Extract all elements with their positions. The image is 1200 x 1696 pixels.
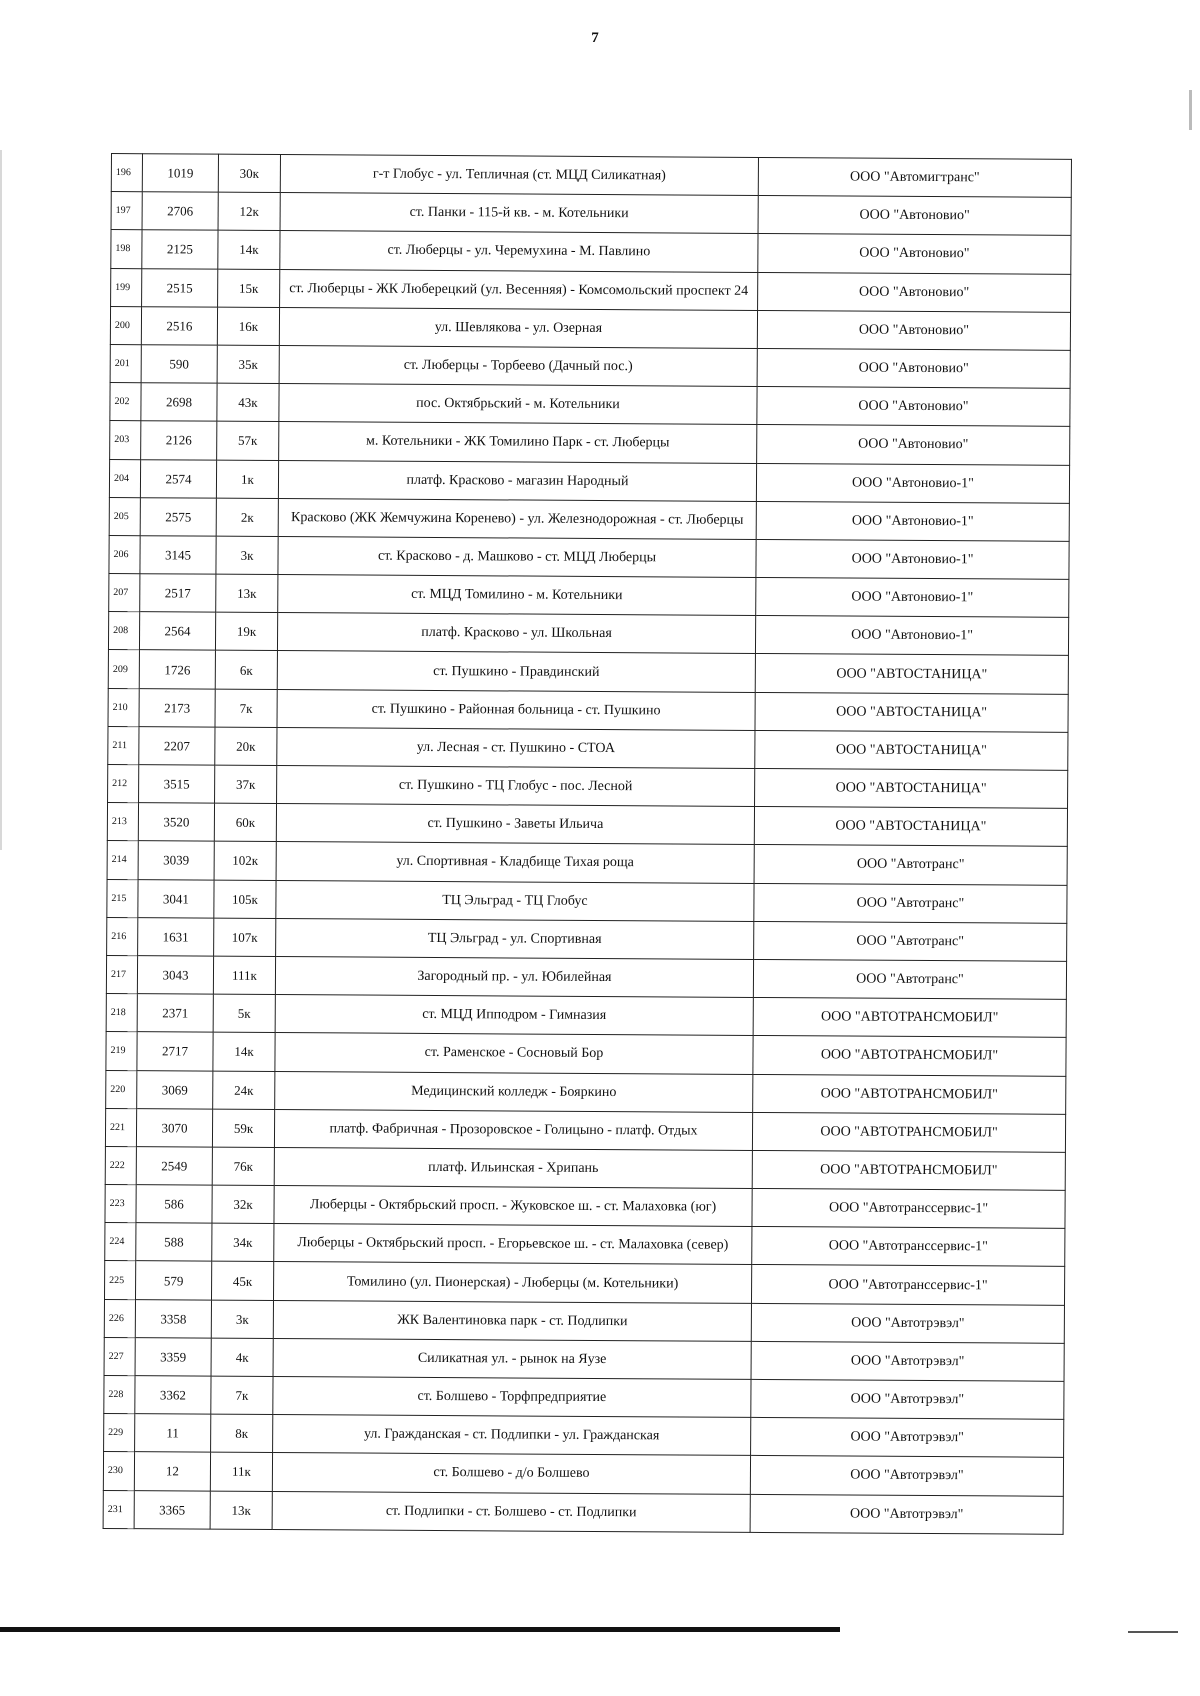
- row-index-cell: 219: [106, 1032, 137, 1070]
- row-index-cell: 220: [106, 1070, 137, 1108]
- route-name-cell: Силикатная ул. - рынок на Яузе: [273, 1338, 751, 1379]
- row-index-cell: 203: [110, 421, 141, 459]
- row-index-cell: 214: [107, 841, 138, 879]
- row-index-cell: 212: [108, 764, 139, 802]
- registration-number-cell: 3039: [138, 841, 214, 880]
- carrier-cell: ООО "Автотрэвэл": [751, 1379, 1064, 1419]
- row-index-cell: 198: [111, 230, 142, 268]
- table-row: [103, 1490, 1063, 1534]
- route-number-cell: 13к: [216, 574, 278, 613]
- routes-table-container: [103, 153, 1071, 1535]
- route-number-cell: 111к: [213, 956, 275, 995]
- route-number-cell: 15к: [218, 269, 280, 308]
- registration-number-cell: 590: [141, 345, 217, 384]
- table-row: [106, 1070, 1066, 1114]
- registration-number-cell: 3520: [138, 803, 214, 842]
- carrier-cell: ООО "Автоновио-1": [756, 578, 1069, 618]
- route-number-cell: 37к: [215, 765, 277, 804]
- registration-number-cell: 2126: [141, 421, 217, 460]
- route-name-cell: г-т Глобус - ул. Тепличная (ст. МЦД Силикатная): [280, 155, 758, 196]
- carrier-cell: ООО "АВТОТРАНСМОБИЛ": [753, 998, 1066, 1038]
- registration-number-cell: 2706: [142, 192, 218, 231]
- route-number-cell: 105к: [214, 880, 276, 919]
- route-number-cell: 35к: [217, 345, 279, 384]
- registration-number-cell: 1631: [138, 917, 214, 956]
- row-index-cell: 231: [103, 1490, 134, 1528]
- row-index-cell: 230: [103, 1452, 134, 1490]
- registration-number-cell: 588: [136, 1223, 212, 1262]
- table-row: [105, 1223, 1065, 1267]
- table-row: [109, 535, 1069, 579]
- carrier-cell: ООО "АВТОСТАНИЦА": [755, 730, 1068, 770]
- table-row: [106, 994, 1066, 1038]
- row-index-cell: 224: [105, 1223, 136, 1261]
- registration-number-cell: 3145: [140, 536, 216, 575]
- table-row: [104, 1299, 1064, 1343]
- route-name-cell: Люберцы - Октябрьский просп. - Жуковское ш. - ст. Малаховка (юг): [274, 1186, 752, 1227]
- route-number-cell: 14к: [218, 231, 280, 270]
- table-row: [108, 764, 1068, 808]
- route-name-cell: ул. Лесная - ст. Пушкино - СТОА: [277, 727, 755, 768]
- table-row: [109, 459, 1069, 503]
- route-number-cell: 59к: [212, 1109, 274, 1148]
- row-index-cell: 226: [104, 1299, 135, 1337]
- route-name-cell: ст. МЦД Томилино - м. Котельники: [278, 575, 756, 616]
- carrier-cell: ООО "АВТОТРАНСМОБИЛ": [752, 1150, 1065, 1190]
- route-number-cell: 4к: [211, 1338, 273, 1377]
- registration-number-cell: 2549: [136, 1147, 212, 1186]
- routes-table: [103, 153, 1072, 1535]
- row-index-cell: 197: [111, 192, 142, 230]
- table-row: [110, 421, 1070, 465]
- carrier-cell: ООО "Автотранссервис-1": [752, 1188, 1065, 1228]
- route-number-cell: 24к: [213, 1071, 275, 1110]
- route-name-cell: ТЦ Эльград - ТЦ Глобус: [276, 880, 754, 921]
- scan-edge-artifact: [1189, 90, 1192, 130]
- route-number-cell: 30к: [218, 154, 280, 193]
- registration-number-cell: 11: [135, 1414, 211, 1453]
- registration-number-cell: 3358: [135, 1299, 211, 1338]
- table-row: [107, 803, 1067, 847]
- table-row: [108, 688, 1068, 732]
- row-index-cell: 213: [107, 803, 138, 841]
- row-index-cell: 208: [108, 612, 139, 650]
- carrier-cell: ООО "Автотранс": [754, 883, 1067, 923]
- registration-number-cell: 1726: [139, 650, 215, 689]
- table-row: [108, 650, 1068, 694]
- registration-number-cell: 3359: [135, 1337, 211, 1376]
- route-name-cell: ст. Пушкино - Правдинский: [277, 651, 755, 692]
- route-number-cell: 7к: [215, 689, 277, 728]
- row-index-cell: 201: [110, 344, 141, 382]
- route-number-cell: 107к: [214, 918, 276, 957]
- row-index-cell: 225: [104, 1261, 135, 1299]
- row-index-cell: 205: [109, 497, 140, 535]
- registration-number-cell: 2173: [139, 688, 215, 727]
- route-number-cell: 13к: [210, 1491, 272, 1530]
- table-row: [110, 383, 1070, 427]
- table-row: [107, 879, 1067, 923]
- row-index-cell: 210: [108, 688, 139, 726]
- table-row: [104, 1337, 1064, 1381]
- row-index-cell: 200: [110, 306, 141, 344]
- table-row: [105, 1108, 1065, 1152]
- table-row: [110, 344, 1070, 388]
- registration-number-cell: 3362: [135, 1376, 211, 1415]
- route-name-cell: платф. Красково - магазин Народный: [278, 460, 756, 501]
- route-name-cell: Томилино (ул. Пионерская) - Люберцы (м. Котельники): [273, 1262, 751, 1303]
- carrier-cell: ООО "Автоновио-1": [755, 616, 1068, 656]
- route-name-cell: ЖК Валентиновка парк - ст. Подлипки: [273, 1300, 751, 1341]
- row-index-cell: 209: [108, 650, 139, 688]
- row-index-cell: 202: [110, 383, 141, 421]
- route-number-cell: 2к: [216, 498, 278, 537]
- carrier-cell: ООО "Автоновио-1": [756, 463, 1069, 503]
- carrier-cell: ООО "Автотранс": [754, 921, 1067, 961]
- registration-number-cell: 3069: [137, 1070, 213, 1109]
- route-name-cell: ст. МЦД Ипподром - Гимназия: [275, 995, 753, 1036]
- route-name-cell: ул. Шевлякова - ул. Озерная: [279, 307, 757, 348]
- table-row: [109, 497, 1069, 541]
- registration-number-cell: 2564: [139, 612, 215, 651]
- carrier-cell: ООО "Автоновио-1": [756, 501, 1069, 541]
- table-row: [111, 154, 1071, 198]
- registration-number-cell: 2517: [140, 574, 216, 613]
- table-row: [106, 1032, 1066, 1076]
- route-name-cell: ст. Пушкино - Районная больница - ст. Пушкино: [277, 689, 755, 730]
- registration-number-cell: 586: [136, 1185, 212, 1224]
- route-number-cell: 32к: [212, 1185, 274, 1224]
- row-index-cell: 228: [104, 1375, 135, 1413]
- route-name-cell: Медицинский колледж - Бояркино: [275, 1071, 753, 1112]
- carrier-cell: ООО "Автотрэвэл": [751, 1303, 1064, 1343]
- table-row: [105, 1185, 1065, 1229]
- registration-number-cell: 2125: [142, 230, 218, 269]
- route-number-cell: 5к: [213, 994, 275, 1033]
- row-index-cell: 218: [106, 994, 137, 1032]
- row-index-cell: 204: [109, 459, 140, 497]
- registration-number-cell: 3365: [134, 1490, 210, 1529]
- carrier-cell: ООО "АВТОТРАНСМОБИЛ": [752, 1112, 1065, 1152]
- registration-number-cell: 2717: [137, 1032, 213, 1071]
- route-number-cell: 1к: [216, 460, 278, 499]
- registration-number-cell: 579: [135, 1261, 211, 1300]
- row-index-cell: 211: [108, 726, 139, 764]
- carrier-cell: ООО "Автотранс": [754, 845, 1067, 885]
- route-number-cell: 76к: [212, 1147, 274, 1186]
- carrier-cell: ООО "Автоновио": [758, 272, 1071, 312]
- registration-number-cell: 3070: [136, 1108, 212, 1147]
- route-number-cell: 19к: [215, 612, 277, 651]
- registration-number-cell: 2574: [140, 459, 216, 498]
- carrier-cell: ООО "Автоновио": [757, 387, 1070, 427]
- route-name-cell: пос. Октябрьский - м. Котельники: [279, 384, 757, 425]
- table-row: [108, 612, 1068, 656]
- carrier-cell: ООО "Автоновио": [757, 348, 1070, 388]
- table-row: [104, 1414, 1064, 1458]
- route-name-cell: ул. Гражданская - ст. Подлипки - ул. Гражданская: [273, 1415, 751, 1456]
- table-row: [108, 726, 1068, 770]
- registration-number-cell: 12: [134, 1452, 210, 1491]
- table-row: [107, 841, 1067, 885]
- carrier-cell: ООО "АВТОСТАНИЦА": [754, 807, 1067, 847]
- carrier-cell: ООО "Автотранссервис-1": [751, 1265, 1064, 1305]
- route-name-cell: ст. Панки - 115-й кв. - м. Котельники: [280, 193, 758, 234]
- scan-bottom-edge: [0, 1627, 840, 1632]
- route-name-cell: ст. Пушкино - Заветы Ильича: [276, 804, 754, 845]
- route-name-cell: Загородный пр. - ул. Юбилейная: [275, 956, 753, 997]
- carrier-cell: ООО "АВТОСТАНИЦА": [755, 768, 1068, 808]
- route-name-cell: м. Котельники - ЖК Томилино Парк - ст. Люберцы: [279, 422, 757, 463]
- route-name-cell: ст. Раменское - Сосновый Бор: [275, 1033, 753, 1074]
- carrier-cell: ООО "Автотрэвэл": [751, 1341, 1064, 1381]
- carrier-cell: ООО "Автотрэвэл": [751, 1418, 1064, 1458]
- carrier-cell: ООО "АВТОТРАНСМОБИЛ": [753, 1036, 1066, 1076]
- route-name-cell: ТЦ Эльград - ул. Спортивная: [276, 918, 754, 959]
- route-number-cell: 45к: [211, 1262, 273, 1301]
- route-name-cell: платф. Фабричная - Прозоровское - Голицыно - платф. Отдых: [274, 1109, 752, 1150]
- table-row: [111, 192, 1071, 236]
- registration-number-cell: 1019: [142, 154, 218, 193]
- routes-table-body: [103, 154, 1071, 1535]
- carrier-cell: ООО "Автоновио": [758, 196, 1071, 236]
- page-number: 7: [591, 30, 599, 46]
- carrier-cell: ООО "Автотранс": [753, 959, 1066, 999]
- row-index-cell: 221: [105, 1108, 136, 1146]
- route-name-cell: платф. Красково - ул. Школьная: [277, 613, 755, 654]
- carrier-cell: ООО "Автоновио-1": [756, 539, 1069, 579]
- registration-number-cell: 2515: [142, 268, 218, 307]
- route-number-cell: 11к: [210, 1453, 272, 1492]
- route-name-cell: ст. Пушкино - ТЦ Глобус - пос. Лесной: [277, 766, 755, 807]
- route-name-cell: ст. Люберцы - Торбеево (Дачный пос.): [279, 345, 757, 386]
- row-index-cell: 217: [106, 955, 137, 993]
- route-number-cell: 16к: [217, 307, 279, 346]
- table-row: [104, 1375, 1064, 1419]
- route-number-cell: 12к: [218, 192, 280, 231]
- table-row: [105, 1146, 1065, 1190]
- route-number-cell: 20к: [215, 727, 277, 766]
- route-name-cell: ст. Болшево - Торфпредприятие: [273, 1377, 751, 1418]
- registration-number-cell: 2516: [141, 306, 217, 345]
- scan-bottom-edge: [1128, 1631, 1178, 1633]
- route-name-cell: ст. Люберцы - ул. Черемухина - М. Павлино: [280, 231, 758, 272]
- registration-number-cell: 2207: [139, 726, 215, 765]
- route-name-cell: платф. Ильинская - Хрипань: [274, 1147, 752, 1188]
- row-index-cell: 206: [109, 535, 140, 573]
- route-name-cell: ст. Люберцы - ЖК Люберецкий (ул. Весенняя) - Комсомольский проспект 24: [280, 269, 758, 310]
- carrier-cell: ООО "Автотрэвэл": [750, 1456, 1063, 1496]
- registration-number-cell: 3041: [138, 879, 214, 918]
- row-index-cell: 223: [105, 1185, 136, 1223]
- route-name-cell: Красково (ЖК Жемчужина Коренево) - ул. Железнодорожная - ст. Люберцы: [278, 498, 756, 539]
- row-index-cell: 222: [105, 1146, 136, 1184]
- table-row: [107, 917, 1067, 961]
- carrier-cell: ООО "Автомигтранс": [758, 157, 1071, 197]
- registration-number-cell: 2575: [140, 497, 216, 536]
- carrier-cell: ООО "АВТОСТАНИЦА": [755, 654, 1068, 694]
- table-row: [110, 306, 1070, 350]
- route-number-cell: 60к: [214, 803, 276, 842]
- table-row: [111, 230, 1071, 274]
- registration-number-cell: 2698: [141, 383, 217, 422]
- route-name-cell: ст. Болшево - д/о Болшево: [272, 1453, 750, 1494]
- carrier-cell: ООО "Автотранссервис-1": [752, 1227, 1065, 1267]
- scan-edge-artifact: [0, 150, 2, 850]
- route-number-cell: 7к: [211, 1376, 273, 1415]
- route-number-cell: 14к: [213, 1032, 275, 1071]
- registration-number-cell: 2371: [137, 994, 213, 1033]
- route-name-cell: ст. Красково - д. Машково - ст. МЦД Люберцы: [278, 536, 756, 577]
- row-index-cell: 199: [111, 268, 142, 306]
- carrier-cell: ООО "АВТОТРАНСМОБИЛ": [753, 1074, 1066, 1114]
- row-index-cell: 216: [107, 917, 138, 955]
- carrier-cell: ООО "Автоновио": [758, 234, 1071, 274]
- carrier-cell: ООО "Автоновио": [757, 425, 1070, 465]
- route-number-cell: 34к: [212, 1223, 274, 1262]
- route-name-cell: Люберцы - Октябрьский просп. - Егорьевское ш. - ст. Малаховка (север): [274, 1224, 752, 1265]
- row-index-cell: 215: [107, 879, 138, 917]
- route-number-cell: 3к: [211, 1300, 273, 1339]
- route-number-cell: 43к: [217, 383, 279, 422]
- route-number-cell: 102к: [214, 842, 276, 881]
- carrier-cell: ООО "АВТОСТАНИЦА": [755, 692, 1068, 732]
- registration-number-cell: 3515: [139, 765, 215, 804]
- carrier-cell: ООО "Автотрэвэл": [750, 1494, 1063, 1534]
- row-index-cell: 229: [104, 1414, 135, 1452]
- route-number-cell: 57к: [217, 421, 279, 460]
- table-row: [104, 1261, 1064, 1305]
- route-number-cell: 3к: [216, 536, 278, 575]
- route-name-cell: ст. Подлипки - ст. Болшево - ст. Подлипки: [272, 1491, 750, 1532]
- row-index-cell: 207: [109, 574, 140, 612]
- route-number-cell: 6к: [215, 651, 277, 690]
- table-row: [103, 1452, 1063, 1496]
- row-index-cell: 196: [111, 154, 142, 192]
- route-number-cell: 8к: [211, 1414, 273, 1453]
- table-row: [109, 574, 1069, 618]
- row-index-cell: 227: [104, 1337, 135, 1375]
- registration-number-cell: 3043: [137, 956, 213, 995]
- table-row: [111, 268, 1071, 312]
- table-row: [106, 955, 1066, 999]
- carrier-cell: ООО "Автоновио": [757, 310, 1070, 350]
- route-name-cell: ул. Спортивная - Кладбище Тихая роща: [276, 842, 754, 883]
